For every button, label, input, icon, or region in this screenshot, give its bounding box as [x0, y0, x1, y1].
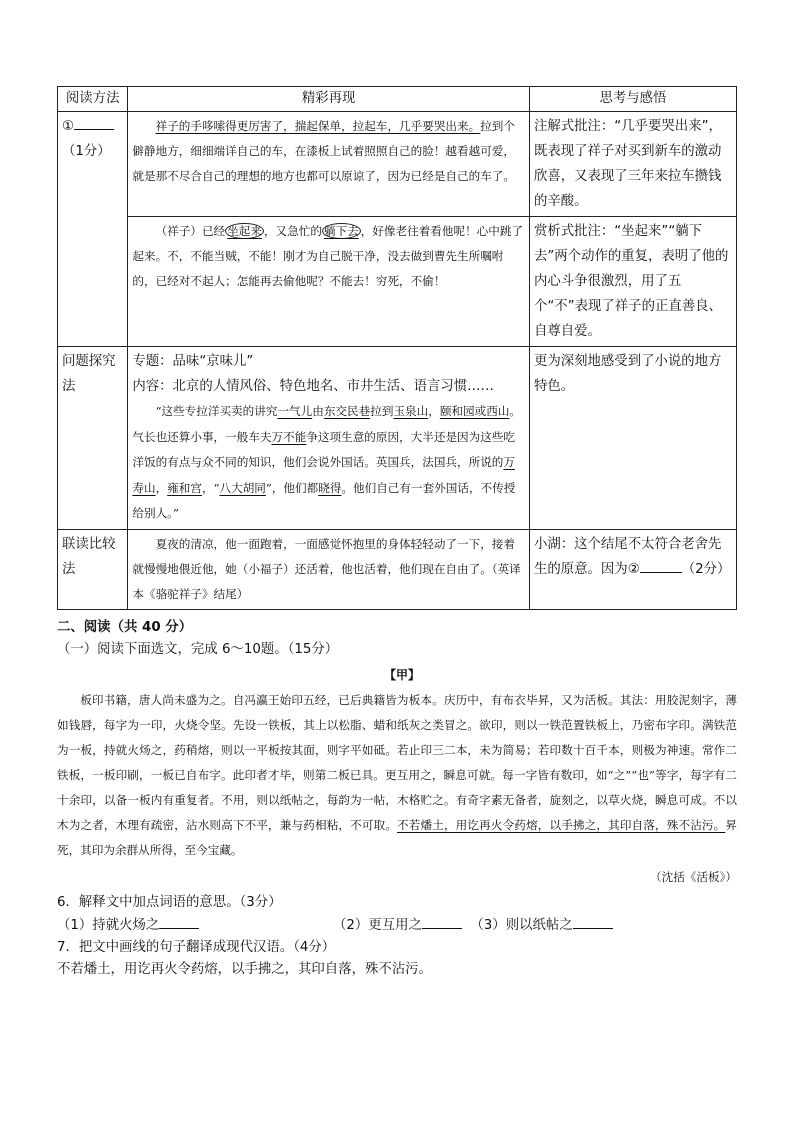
header-method: 阅读方法 [58, 87, 128, 112]
question-6-items [57, 914, 747, 937]
reading-method-table [57, 86, 737, 610]
q6-blank-1[interactable] [159, 914, 199, 929]
passage-end: 昇死，其印为余群从所得，至今宝藏。 [57, 818, 737, 857]
table-row-compare [58, 529, 737, 609]
method-blank[interactable] [74, 115, 114, 130]
passage-underlined-sentence: 不若燔土，用讫再火令药熔，以手拂之，其印自落，殊不沾污。 [397, 818, 726, 832]
reading-method-table-wrap [57, 86, 737, 610]
table-row-annotation-1 [58, 112, 737, 217]
excerpt2-sit-up: 坐起来 [227, 224, 262, 238]
method-cell-2: 问题探究法 [58, 347, 128, 530]
excerpt2-part-e: ，好像老往着看他呢！心中跳了起来。不，不能当贼，不能！刚才为自己脱干净，没去做到曹先生所嘱咐的，已经对不起人；怎能再去偷他呢？不能去！穷死，不偷！ [132, 224, 524, 288]
compare-score: （2分） [681, 561, 731, 577]
q6-blank-2[interactable] [422, 914, 462, 929]
compare-comment: 小湖：这个结尾不太符合老舍先生的原意。因为② [533, 536, 722, 577]
q6-item-3: （3）则以纸帖之 [470, 918, 573, 933]
excerpt2-lie-down: 躺下去 [323, 224, 359, 238]
question-7-sentence: 不若燔土，用讫再火令药熔，以手拂之，其印自落，殊不沾污。 [57, 962, 432, 977]
q6-item-1: （1）持就火炀之 [57, 918, 160, 933]
excerpt-cell-4 [128, 529, 530, 609]
q6-blank-3[interactable] [573, 914, 613, 929]
q6-item-2: （2）更互用之 [333, 918, 422, 933]
table-header-row [58, 87, 737, 112]
excerpt1-underlined: 祥子的手哆嗦得更厉害了，揣起保单，拉起车，几乎要哭出来。 [155, 119, 481, 133]
passage-source: （沈括《活板》） [650, 870, 737, 884]
comment-cell-3: 更为深刻地感受到了小说的地方特色。 [529, 347, 736, 530]
excerpt2-part-a: （祥子）已经 [155, 224, 226, 238]
table-row-inquiry [58, 347, 737, 530]
inquiry-content: 内容：北京的人情风俗、特色地名、市井生活、语言习惯…… [132, 379, 494, 394]
header-reflection: 思考与感悟 [529, 87, 736, 112]
excerpt-cell-2 [128, 217, 530, 347]
section-title: 二、阅读（共 40 分） [57, 620, 193, 635]
passage-main: 板印书籍，唐人尚未盛为之。自冯瀛王始印五经，已后典籍皆为板本。庆历中，有布衣毕昇，又为活板。其法：用胶泥刻字，薄如钱唇，每字为一印，火烧令坚。先设一铁板，其上以松脂、蜡和纸灰之类冒之。欲印，则以一铁范置铁板上，乃密布字印。满铁范为一板，持就火炀之，药稍熔，则以一平板按其面，则字平如砥。若止印三二本，未为简易；若印数十百千本，则极为神速。常作二铁板，一板印刷，一板已自布字。此印者才毕，则第二板已具。更互用之，瞬息可就。每一字皆有数印，如“之”“也”等字，每字有二十余印，以备一板内有重复者。不用，则以纸帖之，每韵为一帖，木格贮之。有奇字素无备者，旋刻之，以草火烧，瞬息可成。不以木为之者，木理有疏密，沾水则高下不平，兼与药相粘，不可取。 [57, 693, 737, 832]
method-cell-1 [58, 112, 128, 347]
passage-label: 【甲】 [383, 668, 420, 682]
reading-section [57, 617, 747, 981]
inquiry-topic: 专题：品味“京味儿” [132, 354, 254, 369]
passage-text [57, 688, 737, 863]
answer-blank-2[interactable] [640, 558, 682, 573]
excerpt-cell-3 [128, 347, 530, 530]
table-row-annotation-2 [58, 217, 737, 347]
section-intro: （一）阅读下面选文，完成 6～10题。（15分） [57, 642, 339, 657]
header-excerpt: 精彩再现 [128, 87, 530, 112]
method-number: ① [62, 119, 75, 134]
comment-cell-4 [529, 529, 736, 609]
comment-cell-1: 注解式批注：“几乎要哭出来”，既表现了祥子对买到新车的激动欣喜，又表现了三年来拉车攒钱的辛酸。 [529, 112, 736, 217]
excerpt1-rest: 拉到个僻静地方，细细端详自己的车，在漆板上试着照照自己的脸！越看越可爱，就是那不尽合自己的理想的地方也都可以原谅了，因为已经是自己的车了。 [132, 119, 515, 183]
method-cell-3: 联读比较法 [58, 529, 128, 609]
method-score: （1分） [62, 144, 111, 159]
inquiry-quote: “这些专拉洋买卖的讲究一气儿由东交民巷拉到玉泉山，颐和园或西山。气长也还算小事，一般车夫万不能争这项生意的原因，大半还是因为这些吃洋饭的有点与众不同的知识，他们会说外国话。英国兵，法国兵，所说的万寿山，雍和宫，“八大胡同”，他们都晓得。他们自己有一套外国话，不传授给别人。” [132, 404, 522, 520]
excerpt2-part-c: ，又急忙的 [263, 224, 322, 238]
question-6: 6．解释文中加点词语的意思。（3分） [57, 895, 282, 910]
question-7: 7．把文中画线的句子翻译成现代汉语。（4分） [57, 940, 336, 955]
excerpt-cell-1 [128, 112, 530, 217]
comment-cell-2: 赏析式批注：“坐起来”“躺下去”两个动作的重复，表明了他的内心斗争很激烈，用了五个“不”表现了祥子的正直善良、自尊自爱。 [529, 217, 736, 347]
compare-excerpt: 夏夜的清凉，他一面跑着，一面感觉怀抱里的身体轻轻动了一下，接着就慢慢地偎近他，她（小福子）还活着，他也活着，他们现在自由了。（英译本《骆驼祥子》结尾） [132, 536, 521, 601]
